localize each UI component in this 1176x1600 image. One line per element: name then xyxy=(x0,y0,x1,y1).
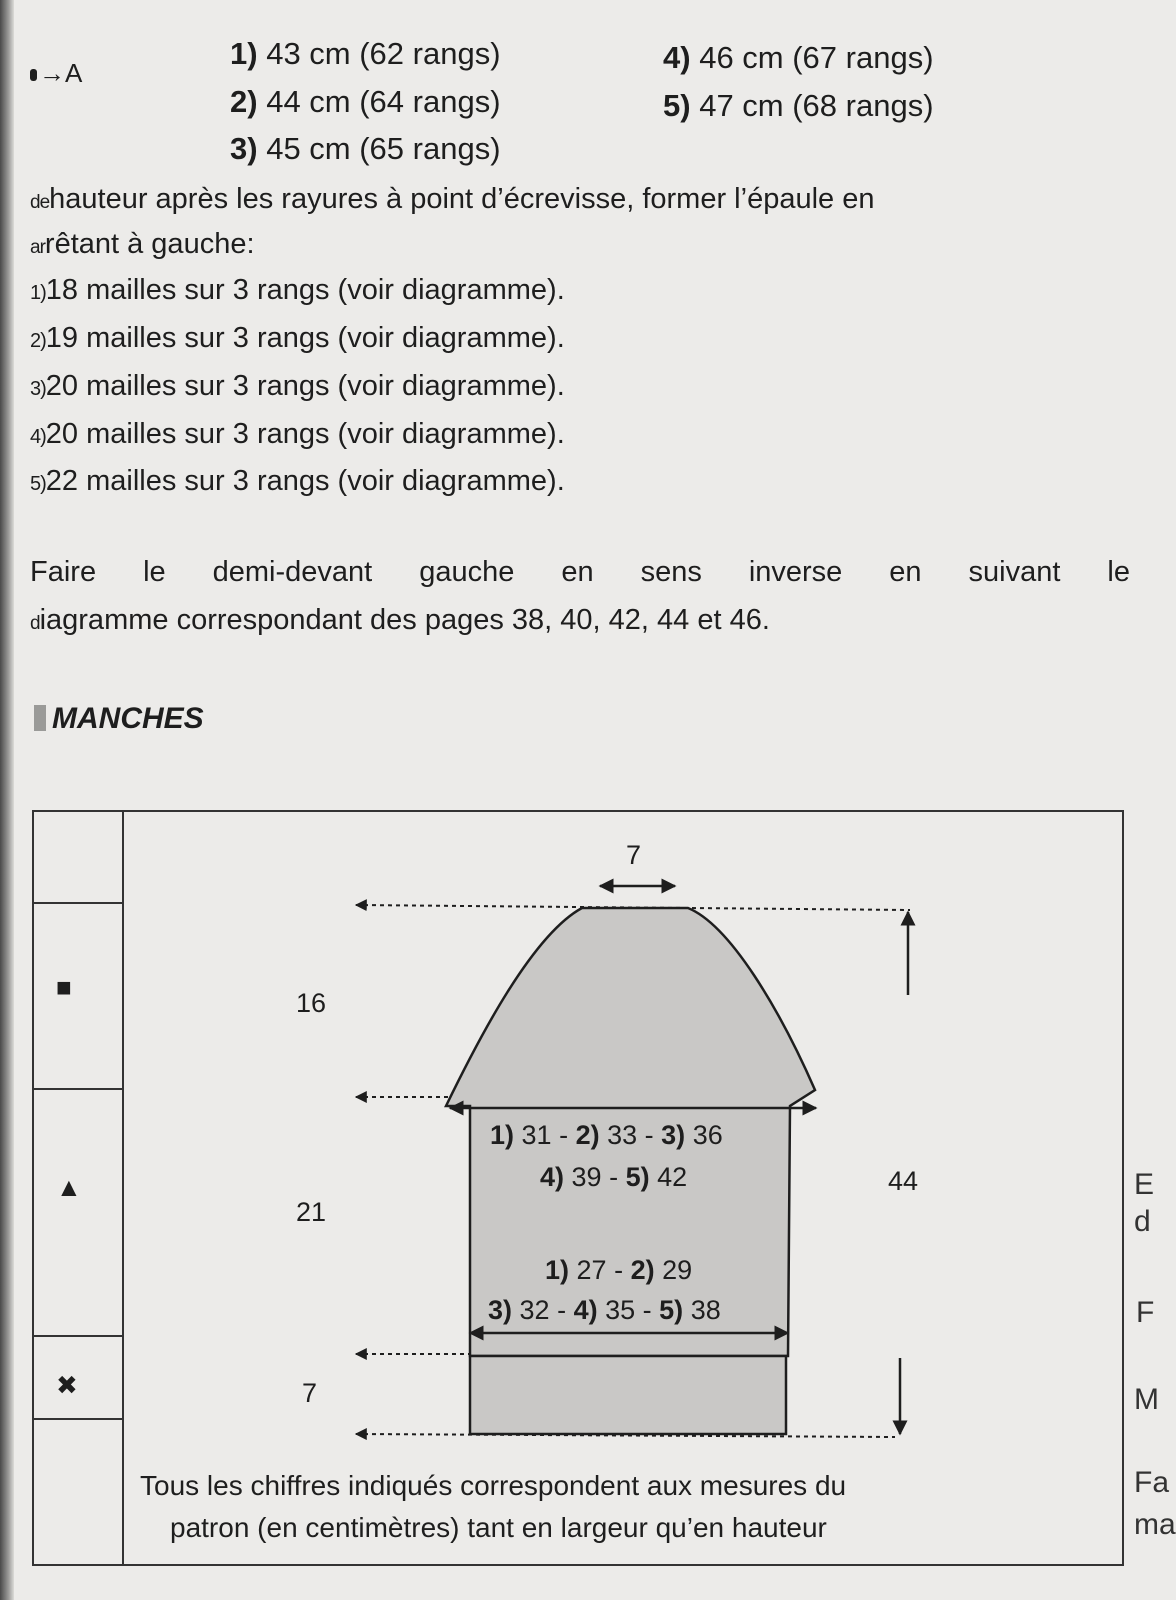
list-item: 2)19 mailles sur 3 rangs (voir diagramme). xyxy=(30,322,565,354)
legend-cross-icon: ✖ xyxy=(56,1370,78,1400)
list-item: 3)20 mailles sur 3 rangs (voir diagramme). xyxy=(30,370,565,402)
section-heading: MANCHES xyxy=(34,702,204,736)
cuff-rib xyxy=(470,1356,786,1434)
size-item-2: 2) 44 cm (64 rangs) xyxy=(230,84,501,119)
label-total-height: 44 xyxy=(888,1166,919,1196)
marker-letter: A xyxy=(65,58,83,88)
legend-triangle-icon: ▲ xyxy=(56,1172,82,1202)
label-lower-width: 1) 27 - 2) 29 xyxy=(545,1255,693,1285)
edge-letter: ma xyxy=(1134,1508,1176,1541)
list-item: 5)22 mailles sur 3 rangs (voir diagramme). xyxy=(30,465,565,497)
label-lower-width-2: 3) 32 - 4) 35 - 5) 38 xyxy=(488,1295,721,1325)
size-item-1: 1) 43 cm (62 rangs) xyxy=(230,36,501,71)
caption-line1: Tous les chiffres indiqués correspondent aux mesures du xyxy=(140,1470,847,1501)
paragraph2-line2: diagramme correspondant des pages 38, 40, 42, 44 et 46. xyxy=(30,604,770,636)
size-item-5: 5) 47 cm (68 rangs) xyxy=(663,88,934,123)
edge-letter: d xyxy=(1134,1205,1151,1238)
list-item: 4)20 mailles sur 3 rangs (voir diagramme). xyxy=(30,418,565,450)
paragraph2-line1: Faire le demi-devant gauche en sens inverse en suivant le xyxy=(30,556,1130,588)
edge-letter: Fa xyxy=(1134,1466,1170,1499)
label-cuff-height: 7 xyxy=(302,1378,318,1408)
paragraph1-line2: arrêtant à gauche: xyxy=(30,228,255,260)
edge-letter: E xyxy=(1134,1168,1155,1201)
caption-line2: patron (en centimètres) tant en largeur qu’en hauteur xyxy=(170,1512,827,1543)
label-upper-width-2: 4) 39 - 5) 42 xyxy=(540,1162,688,1192)
label-top-width: 7 xyxy=(626,840,642,870)
legend-square-icon: ■ xyxy=(56,972,72,1002)
marker-arrow-icon: → xyxy=(39,58,65,88)
edge-letter: F xyxy=(1136,1296,1155,1329)
list-item: 1)18 mailles sur 3 rangs (voir diagramme). xyxy=(30,274,565,306)
size-item-4: 4) 46 cm (67 rangs) xyxy=(663,40,934,75)
edge-letter: M xyxy=(1134,1383,1159,1416)
size-item-3: 3) 45 cm (65 rangs) xyxy=(230,131,501,166)
label-upper-width: 1) 31 - 2) 33 - 3) 36 xyxy=(490,1120,723,1150)
paragraph1-line1: dehauteur après les rayures à point d’écrevisse, former l’épaule en xyxy=(30,183,875,215)
label-cap-height: 16 xyxy=(296,988,327,1018)
label-body-height: 21 xyxy=(296,1197,327,1227)
